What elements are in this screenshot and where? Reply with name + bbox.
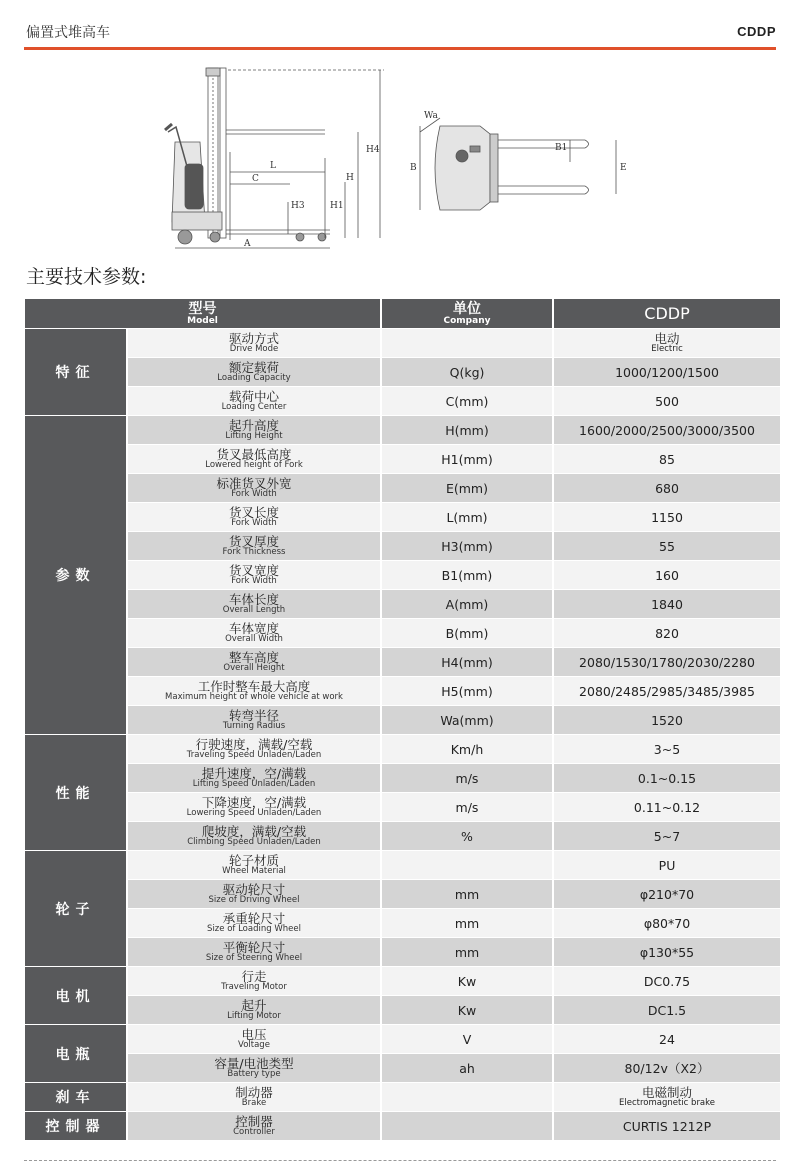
parameter-name-zh: 行驶速度，满载/空载	[195, 737, 313, 752]
category-cell: 电瓶	[25, 1025, 126, 1082]
category-cell: 参数	[25, 416, 126, 734]
parameter-name-zh: 货叉长度	[228, 505, 279, 520]
parameter-cell	[128, 996, 380, 1024]
category-cell: 电机	[25, 967, 126, 1024]
value-cell: 500	[554, 387, 780, 415]
header-divider	[24, 47, 776, 50]
parameter-name-en: Overall Width	[225, 634, 283, 644]
table-row	[25, 503, 780, 531]
parameter-cell	[128, 648, 380, 676]
value-cell: 1000/1200/1500	[554, 358, 780, 386]
parameter-cell	[128, 1083, 380, 1111]
value-cell: 820	[554, 619, 780, 647]
unit-cell: L(mm)	[382, 503, 552, 531]
unit-cell: H1(mm)	[382, 445, 552, 473]
value-cell: 1840	[554, 590, 780, 618]
table-row	[25, 677, 780, 705]
parameter-name-zh: 平衡轮尺寸	[222, 940, 286, 955]
parameter-name-zh: 提升速度，空/满载	[201, 766, 307, 781]
table-row	[25, 735, 780, 763]
dim-label-wa: Wa	[424, 111, 438, 121]
table-row	[25, 387, 780, 415]
unit-cell: B(mm)	[382, 619, 552, 647]
parameter-cell	[128, 938, 380, 966]
side-view-labels	[243, 145, 380, 249]
parameter-name-en: Size of Steering Wheel	[205, 953, 303, 963]
table-row	[25, 590, 780, 618]
table-row	[25, 793, 780, 821]
unit-cell: Wa(mm)	[382, 706, 552, 734]
parameter-cell	[128, 503, 380, 531]
parameter-name-zh: 货叉厚度	[228, 534, 279, 549]
parameter-name-en: Loading Center	[221, 402, 287, 412]
parameter-cell	[128, 967, 380, 995]
parameter-cell	[128, 358, 380, 386]
parameter-name-en: Turning Radius	[222, 721, 286, 731]
page-title: 偏置式堆高车	[26, 25, 110, 41]
parameter-name-en: Voltage	[238, 1040, 270, 1050]
value-cell: 24	[554, 1025, 780, 1053]
category-cell: 控制器	[25, 1112, 126, 1140]
unit-cell: Kw	[382, 967, 552, 995]
parameter-name-en: Fork Width	[231, 518, 277, 528]
table-row	[25, 822, 780, 850]
unit-cell: mm	[382, 938, 552, 966]
value-cell: 55	[554, 532, 780, 560]
parameter-cell	[128, 735, 380, 763]
stacker-dimension-drawing	[0, 52, 800, 262]
value-cell: CURTIS 1212P	[554, 1112, 780, 1140]
value-en: Electric	[651, 344, 683, 354]
parameter-name-en: Lifting Speed Unladen/Laden	[192, 779, 316, 789]
parameter-cell	[128, 1054, 380, 1082]
unit-cell: mm	[382, 880, 552, 908]
parameter-name-zh: 工作时整车最大高度	[197, 679, 311, 694]
parameter-name-zh: 货叉最低高度	[216, 447, 292, 462]
parameter-name-zh: 容量/电池类型	[214, 1056, 294, 1071]
unit-cell: V	[382, 1025, 552, 1053]
table-row	[25, 764, 780, 792]
value-cell: 1520	[554, 706, 780, 734]
value-cell: 80/12v（X2）	[554, 1054, 780, 1082]
parameter-cell	[128, 764, 380, 792]
parameter-name-zh: 额定载荷	[228, 360, 279, 375]
parameter-cell	[128, 851, 380, 879]
parameter-name-en: Fork Width	[231, 576, 277, 586]
table-row	[25, 1025, 780, 1053]
parameter-name-en: Overall Height	[223, 663, 285, 673]
unit-cell	[382, 1112, 552, 1140]
value-cell: 0.11~0.12	[554, 793, 780, 821]
parameter-cell	[128, 1112, 380, 1140]
brand-label: CDDP	[737, 24, 776, 39]
parameter-cell	[128, 474, 380, 502]
header-model-zh: 型号	[188, 300, 217, 317]
table-row	[25, 1054, 780, 1082]
category-cell: 轮子	[25, 851, 126, 966]
parameter-name-zh: 制动器	[235, 1085, 273, 1100]
header-model-name: CDDP	[554, 299, 780, 328]
value-cell: DC1.5	[554, 996, 780, 1024]
parameter-cell	[128, 329, 380, 357]
parameter-name-zh: 起升	[241, 998, 267, 1013]
parameter-name-zh: 下降速度，空/满载	[201, 795, 307, 810]
parameter-name-zh: 轮子材质	[228, 853, 279, 868]
header-unit-en: Company	[443, 315, 491, 326]
table-row	[25, 996, 780, 1024]
table-row	[25, 909, 780, 937]
dim-label-l: L	[270, 161, 276, 171]
value-cell: 5~7	[554, 822, 780, 850]
section-heading: 主要技术参数:	[26, 266, 147, 288]
table-row	[25, 706, 780, 734]
value-cell: φ130*55	[554, 938, 780, 966]
parameter-name-en: Lowered height of Fork	[205, 460, 303, 470]
dim-label-a: A	[244, 239, 251, 249]
unit-cell: %	[382, 822, 552, 850]
dim-label-h4: H4	[366, 145, 380, 155]
parameter-name-zh: 行走	[241, 969, 267, 984]
parameter-cell	[128, 706, 380, 734]
parameter-name-en: Lifting Motor	[227, 1011, 281, 1021]
value-cell: 3~5	[554, 735, 780, 763]
category-cell: 刹车	[25, 1083, 126, 1111]
table-row	[25, 474, 780, 502]
table-row	[25, 532, 780, 560]
parameter-cell	[128, 387, 380, 415]
parameter-name-zh: 电压	[241, 1027, 267, 1042]
spec-table-body	[25, 329, 780, 1140]
category-cell: 性能	[25, 735, 126, 850]
parameter-name-zh: 爬坡度，满载/空载	[201, 824, 307, 839]
unit-cell: m/s	[382, 793, 552, 821]
table-row	[25, 358, 780, 386]
parameter-name-zh: 车体长度	[228, 592, 279, 607]
unit-cell: B1(mm)	[382, 561, 552, 589]
category-cell: 特征	[25, 329, 126, 415]
value-cell: 1600/2000/2500/3000/3500	[554, 416, 780, 444]
header-model-en: Model	[187, 315, 218, 326]
parameter-name-en: Size of Driving Wheel	[208, 895, 300, 905]
parameter-name-en: Lowering Speed Unladen/Laden	[186, 808, 322, 818]
parameter-name-en: Drive Mode	[229, 344, 279, 354]
dim-label-e: E	[620, 163, 627, 173]
dim-label-h1: H1	[330, 201, 344, 211]
parameter-name-en: Overall Length	[222, 605, 286, 615]
parameter-name-en: Fork Width	[231, 489, 277, 499]
value-cell: φ210*70	[554, 880, 780, 908]
dim-label-h3: H3	[291, 201, 305, 211]
spec-table	[23, 298, 782, 1141]
parameter-cell	[128, 822, 380, 850]
parameter-name-en: Size of Loading Wheel	[207, 924, 301, 934]
dim-label-b1: B1	[555, 143, 568, 153]
table-row	[25, 445, 780, 473]
value-cell	[554, 1083, 780, 1111]
value-en: Electromagnetic brake	[619, 1098, 715, 1108]
parameter-name-en: Wheel Material	[222, 866, 286, 876]
value-cell	[554, 329, 780, 357]
parameter-cell	[128, 1025, 380, 1053]
table-row	[25, 648, 780, 676]
parameter-cell	[128, 416, 380, 444]
table-row	[25, 1112, 780, 1140]
parameter-name-en: Fork Thickness	[222, 547, 286, 557]
value-zh: 电动	[654, 331, 680, 346]
unit-cell: H4(mm)	[382, 648, 552, 676]
unit-cell	[382, 851, 552, 879]
spec-table-header	[25, 299, 780, 328]
value-cell: PU	[554, 851, 780, 879]
unit-cell: E(mm)	[382, 474, 552, 502]
parameter-name-zh: 整车高度	[228, 650, 279, 665]
unit-cell: Kw	[382, 996, 552, 1024]
parameter-cell	[128, 445, 380, 473]
table-row	[25, 619, 780, 647]
parameter-name-zh: 控制器	[235, 1114, 273, 1129]
unit-cell: H5(mm)	[382, 677, 552, 705]
value-cell: 1150	[554, 503, 780, 531]
unit-cell: Q(kg)	[382, 358, 552, 386]
parameter-name-zh: 标准货叉外宽	[216, 476, 292, 491]
table-row	[25, 967, 780, 995]
unit-cell: ah	[382, 1054, 552, 1082]
parameter-name-zh: 货叉宽度	[228, 563, 279, 578]
table-row	[25, 938, 780, 966]
unit-cell: mm	[382, 909, 552, 937]
unit-cell: H3(mm)	[382, 532, 552, 560]
parameter-name-zh: 载荷中心	[228, 389, 279, 404]
table-row	[25, 416, 780, 444]
table-row	[25, 851, 780, 879]
unit-cell: Km/h	[382, 735, 552, 763]
table-row	[25, 561, 780, 589]
value-cell: 0.1~0.15	[554, 764, 780, 792]
parameter-cell	[128, 793, 380, 821]
unit-cell: C(mm)	[382, 387, 552, 415]
parameter-name-en: Controller	[233, 1127, 275, 1137]
parameter-name-en: Climbing Speed Unladen/Laden	[187, 837, 321, 847]
parameter-name-en: Loading Capacity	[217, 373, 291, 383]
unit-cell: H(mm)	[382, 416, 552, 444]
unit-cell: A(mm)	[382, 590, 552, 618]
parameter-cell	[128, 561, 380, 589]
unit-cell: m/s	[382, 764, 552, 792]
value-cell: 2080/2485/2985/3485/3985	[554, 677, 780, 705]
parameter-cell	[128, 619, 380, 647]
parameter-cell	[128, 590, 380, 618]
parameter-name-en: Lifting Height	[225, 431, 283, 441]
value-cell: φ80*70	[554, 909, 780, 937]
parameter-name-en: Battery type	[227, 1069, 281, 1079]
value-zh: 电磁制动	[641, 1085, 692, 1100]
parameter-name-zh: 驱动轮尺寸	[222, 882, 286, 897]
footer-divider	[24, 1160, 776, 1161]
parameter-name-zh: 承重轮尺寸	[222, 911, 286, 926]
parameter-cell	[128, 909, 380, 937]
parameter-name-en: Brake	[241, 1098, 267, 1108]
header-unit-zh: 单位	[453, 300, 481, 317]
parameter-name-zh: 车体宽度	[228, 621, 279, 636]
parameter-name-zh: 驱动方式	[228, 331, 279, 346]
parameter-name-en: Traveling Speed Unladen/Laden	[186, 750, 322, 760]
parameter-cell	[128, 677, 380, 705]
dim-label-h: H	[346, 173, 354, 183]
table-row	[25, 329, 780, 357]
table-row	[25, 880, 780, 908]
header-unit	[382, 299, 552, 328]
header-model	[25, 299, 380, 328]
parameter-name-zh: 起升高度	[228, 418, 279, 433]
side-view	[165, 68, 384, 248]
value-cell: DC0.75	[554, 967, 780, 995]
unit-cell	[382, 329, 552, 357]
parameter-name-en: Traveling Motor	[221, 982, 287, 992]
value-cell: 85	[554, 445, 780, 473]
parameter-cell	[128, 880, 380, 908]
dim-label-c: C	[252, 174, 259, 184]
value-cell: 160	[554, 561, 780, 589]
parameter-name-en: Maximum height of whole vehicle at work	[165, 692, 343, 702]
top-view	[420, 118, 616, 210]
dim-label-b: B	[410, 163, 417, 173]
table-row	[25, 1083, 780, 1111]
value-cell: 680	[554, 474, 780, 502]
value-cell: 2080/1530/1780/2030/2280	[554, 648, 780, 676]
unit-cell	[382, 1083, 552, 1111]
parameter-name-zh: 转弯半径	[228, 708, 279, 723]
parameter-cell	[128, 532, 380, 560]
